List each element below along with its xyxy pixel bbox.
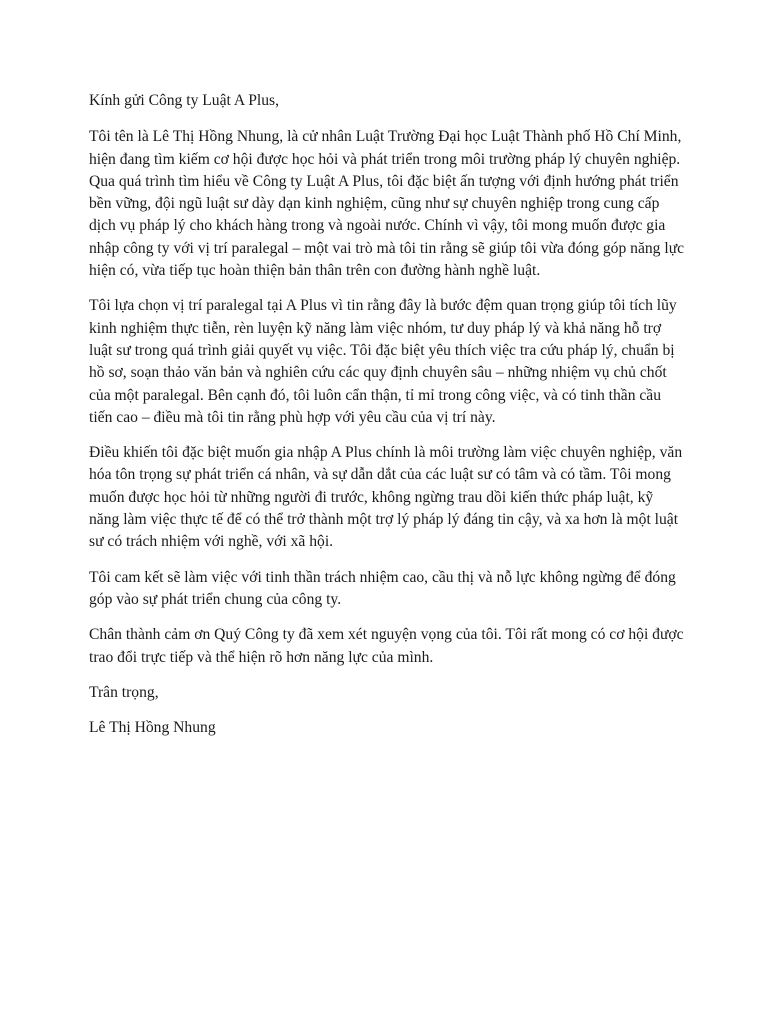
paragraph-commitment: Tôi cam kết sẽ làm việc với tinh thần trách nhiệm cao, cầu thị và nỗ lực không ngừng để đóng góp vào sự phát triển chung của công ty.: [89, 568, 676, 608]
paragraph-introduction: Tôi tên là Lê Thị Hồng Nhung, là cử nhân Luật Trường Đại học Luật Thành phố Hồ Chí Minh, hiện đang tìm kiếm cơ hội được học hỏi và phát triển trong môi trường pháp lý chuyên nghiệp. Qua quá trình tìm hiểu về Công ty Luật A Plus, tôi đặc biệt ấn tượng với định hướng phát triển bền vững, đội ngũ luật sư dày dạn kinh nghiệm, cũng như sự chuyên nghiệp trong cung cấp dịch vụ pháp lý cho khách hàng trong và ngoài nước. Chính vì vậy, tôi mong muốn được gia nhập công ty với vị trí paralegal – một vai trò mà tôi tin rằng sẽ giúp tôi vừa đóng góp năng lực hiện có, vừa tiếp tục hoàn thiện bản thân trên con đường hành nghề luật.: [89, 128, 685, 280]
paragraph-company-fit: Điều khiến tôi đặc biệt muốn gia nhập A Plus chính là môi trường làm việc chuyên nghiệp, văn hóa tôn trọng sự phát triển cá nhân, và sự dẫn dắt của các luật sư có tâm và có tầm. Tôi mong muốn được học hỏi từ những người đi trước, không ngừng trau dồi kiến thức pháp luật, kỹ năng làm việc thực tế để có thể trở thành một trợ lý pháp lý đáng tin cậy, và xa hơn là một luật sư có trách nhiệm với nghề, với xã hội.: [89, 444, 683, 551]
cover-letter: [89, 90, 687, 752]
salutation: Kính gửi Công ty Luật A Plus,: [89, 92, 279, 109]
closing: Trân trọng,: [89, 683, 159, 701]
paragraph-thanks: Chân thành cảm ơn Quý Công ty đã xem xét nguyện vọng của tôi. Tôi rất mong có cơ hội được trao đổi trực tiếp và thể hiện rõ hơn năng lực của mình.: [89, 626, 684, 666]
signature-name: Lê Thị Hồng Nhung: [89, 719, 216, 737]
paragraph-motivation: Tôi lựa chọn vị trí paralegal tại A Plus vì tin rằng đây là bước đệm quan trọng giúp tôi tích lũy kinh nghiệm thực tiễn, rèn luyện kỹ năng làm việc nhóm, tư duy pháp lý và khả năng hỗ trợ luật sư trong quá trình giải quyết vụ việc. Tôi đặc biệt yêu thích việc tra cứu pháp lý, chuẩn bị hồ sơ, soạn thảo văn bản và nghiên cứu các quy định chuyên sâu – những nhiệm vụ chủ chốt của một paralegal. Bên cạnh đó, tôi luôn cẩn thận, tỉ mỉ trong công việc, và có tinh thần cầu tiến cao – điều mà tôi tin rằng phù hợp với yêu cầu của vị trí này.: [89, 297, 677, 426]
